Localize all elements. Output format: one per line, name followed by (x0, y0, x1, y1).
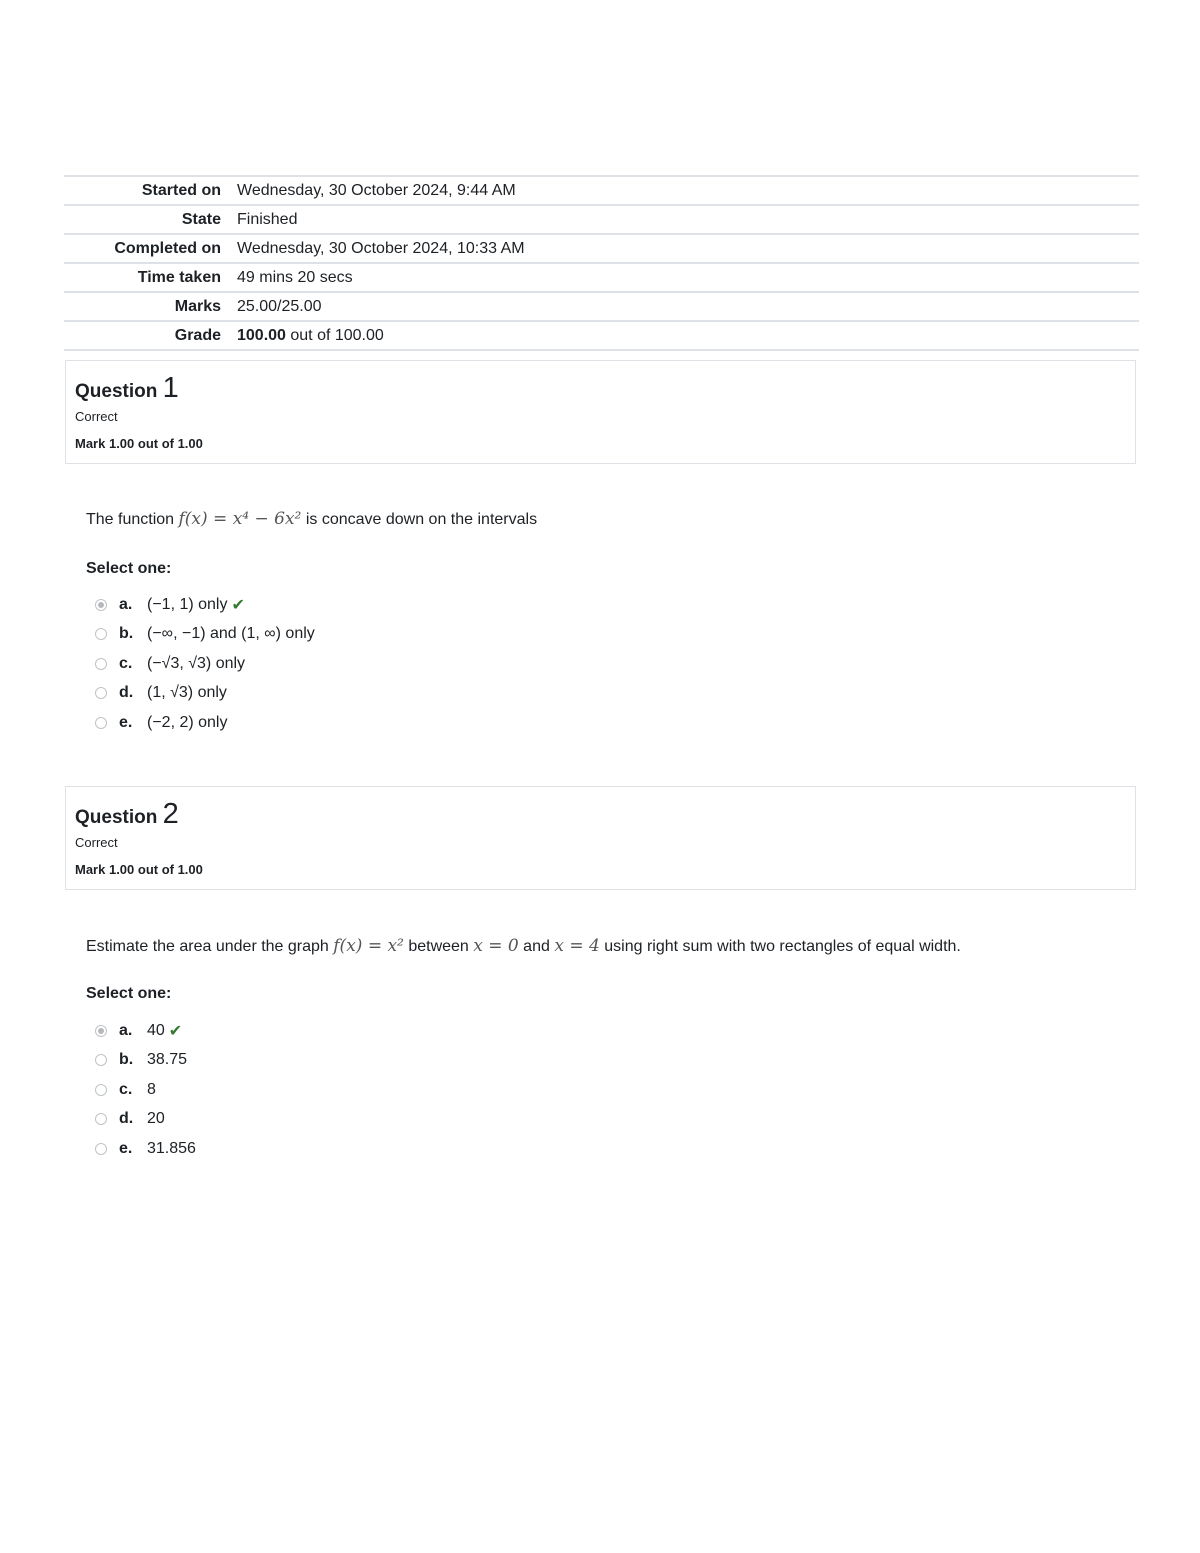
summary-row (64, 263, 1139, 292)
summary-label: State (181, 210, 221, 228)
answer-text: (−√3, √3) only (147, 654, 246, 672)
summary-value: Wednesday, 30 October 2024, 9:44 AM (237, 181, 516, 199)
answer-text: 40 (147, 1021, 165, 1039)
radio-button-checked[interactable] (95, 1025, 107, 1037)
math-expression: f(x) = x² (333, 936, 404, 956)
grade-suffix: out of 100.00 (285, 326, 384, 344)
math-expression: x = 0 (473, 936, 519, 956)
check-icon: ✔ (231, 596, 245, 614)
question-2-text (86, 936, 961, 956)
quiz-summary-table (64, 175, 1139, 351)
summary-row (64, 205, 1139, 234)
question-text-part: The function (86, 511, 179, 528)
radio-button[interactable] (95, 1143, 107, 1155)
answer-text: (−1, 1) only (147, 595, 228, 613)
answer-option[interactable] (95, 1075, 196, 1105)
answer-letter: d. (119, 1110, 134, 1128)
answer-text: 38.75 (147, 1051, 188, 1069)
answer-text: 31.856 (147, 1139, 196, 1157)
question-label: Question (75, 807, 163, 828)
answer-letter: c. (119, 1080, 133, 1098)
answer-letter: e. (119, 713, 133, 731)
summary-label: Time taken (137, 268, 221, 286)
math-expression: f(x) = x⁴ − 6x² (178, 509, 302, 529)
question-text-part: using right sum with two rectangles of equal width. (599, 938, 961, 955)
answer-letter: b. (119, 1051, 134, 1069)
answer-text: (−∞, −1) and (1, ∞) only (147, 625, 315, 643)
answer-text: (−2, 2) only (147, 713, 228, 731)
answer-letter: c. (119, 654, 133, 672)
answer-letter: e. (119, 1139, 133, 1157)
answer-text: (1, √3) only (147, 684, 227, 702)
question-number-value: 1 (162, 372, 179, 404)
summary-label: Started on (141, 181, 221, 199)
grade-label: Grade (174, 326, 221, 344)
grade-value: 100.00 (237, 326, 286, 344)
radio-button[interactable] (95, 1084, 107, 1096)
summary-value: 49 mins 20 secs (237, 268, 353, 286)
question-text-part: Estimate the area under the graph (86, 938, 334, 955)
question-mark: Mark 1.00 out of 1.00 (75, 436, 203, 451)
radio-button[interactable] (95, 658, 107, 670)
radio-button[interactable] (95, 717, 107, 729)
summary-value: Wednesday, 30 October 2024, 10:33 AM (237, 239, 525, 257)
answer-letter: a. (119, 1021, 133, 1039)
answer-option[interactable] (95, 1105, 196, 1135)
question-text-part: and (518, 938, 555, 955)
question-number (75, 798, 1126, 831)
question-1-info (65, 360, 1136, 464)
question-1-text (86, 509, 537, 529)
grade-value-cell (237, 321, 1139, 350)
answer-letter: d. (119, 684, 134, 702)
question-text-part: is concave down on the intervals (301, 511, 538, 528)
select-one-prompt: Select one: (86, 985, 172, 1002)
question-label: Question (75, 381, 163, 402)
radio-button-checked[interactable] (95, 599, 107, 611)
summary-row (64, 234, 1139, 263)
question-1-answers (95, 590, 315, 738)
answer-option[interactable] (95, 590, 315, 620)
question-state: Correct (75, 409, 118, 424)
radio-button[interactable] (95, 1113, 107, 1125)
answer-option[interactable] (95, 1046, 196, 1076)
check-icon: ✔ (168, 1022, 183, 1040)
summary-row (64, 176, 1139, 205)
math-expression: x = 4 (554, 936, 600, 956)
answer-option[interactable] (95, 708, 315, 738)
radio-button[interactable] (95, 1054, 107, 1066)
question-text-part: between (403, 938, 474, 955)
select-one-prompt: Select one: (86, 560, 172, 577)
answer-option[interactable] (95, 679, 315, 709)
question-2-answers (95, 1016, 196, 1164)
summary-value: Finished (237, 210, 298, 228)
question-number (75, 372, 1126, 405)
answer-text: 8 (147, 1080, 156, 1098)
answer-option[interactable] (95, 649, 315, 679)
radio-button[interactable] (95, 687, 107, 699)
summary-row-grade (64, 321, 1139, 350)
answer-option[interactable] (95, 1134, 196, 1164)
radio-button[interactable] (95, 628, 107, 640)
summary-row (64, 292, 1139, 321)
question-state: Correct (75, 835, 118, 850)
answer-text: 20 (147, 1110, 165, 1128)
summary-label: Marks (174, 297, 221, 315)
answer-option[interactable] (95, 1016, 196, 1046)
summary-value: 25.00/25.00 (237, 297, 322, 315)
answer-option[interactable] (95, 620, 315, 650)
question-2-info (65, 786, 1136, 890)
summary-label: Completed on (114, 239, 221, 257)
answer-letter: a. (119, 595, 133, 613)
question-mark: Mark 1.00 out of 1.00 (75, 862, 203, 877)
question-number-value: 2 (162, 798, 179, 830)
answer-letter: b. (119, 625, 134, 643)
